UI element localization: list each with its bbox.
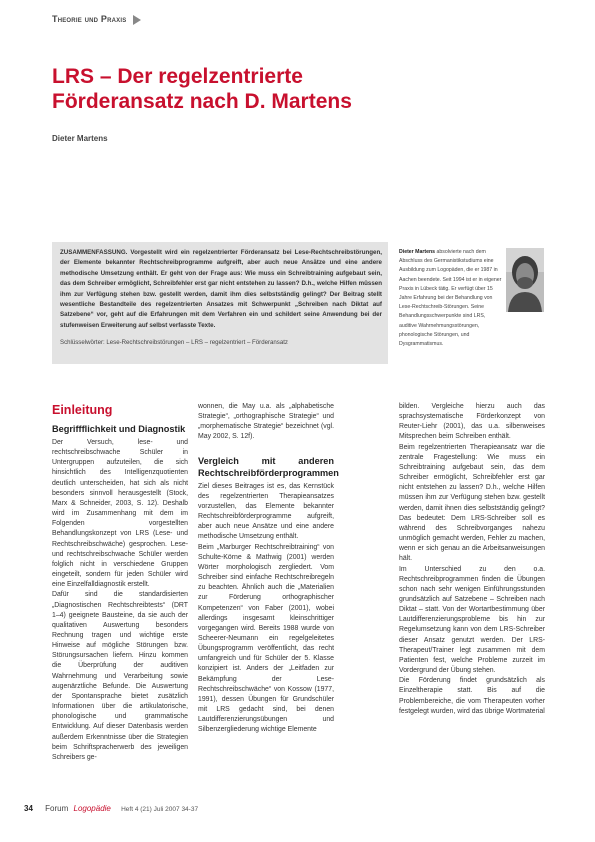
bio-author-name: Dieter Martens [399,249,436,255]
author-name: Dieter Martens [52,134,108,143]
subsection-heading: Begriffflichkeit und Diagnostik [52,424,186,434]
title-line-2: Förderansatz nach D. Martens [52,90,352,113]
paragraph: Beim regelzentrierten Therapieansatz war die zentrale Fragestellung: Wie muss ein Schreibtraining aufgebaut sein, das dem Schreiber ermöglicht, Schreibfehler erst gar nicht entstehen zu lassen? D.h., welche Hilfen müssen ihm zur Verfügung stehen bzw. gestellt werden, damit ihnen dies selbstständig gelingt? Das bedeutet: Dem LRS-Schreiber soll es während des Schreibvorganges nahezu unmöglich gemacht werden, Fehler zu machen, wenn er sich genau an die Arbeitsanweisungen hält. [399,443,545,563]
paragraph: Die Förderung findet grundsätzlich als Einzeltherapie statt. Bis auf die Problembereiche, die vom Therapeuten vorher festgelegt wurden, wird das übrige Wortmaterial [399,677,545,715]
journal-logo: Logopädie [73,804,111,813]
subsection-heading: Vergleich mit anderen Rechtschreibförderprogrammen [198,455,339,478]
section-label: Theorie und Praxis [52,14,127,24]
journal-forum: Forum [45,804,69,813]
text-column-2 [198,402,339,736]
section-header [52,14,141,25]
paragraph: Dafür sind die standardisierten „Diagnostischen Rechtschreibtests“ (DRT 1–4) geeignete Bausteine, da sie auch der qualitativen Auswertung besonders Rechnung tragen und wichtige erste Hinweise auf mögliche Störungen bzw. Störungsursachen liefern. Hinzu kommen die Überprüfung der auditiven Wahrnehmung und Verarbeitung sowie augenärztliche Befunde. Die Auswertung der Spontansprache bietet zusätzlich Informationen über die artikulatorische, phonologische und grammatische Entwicklung. Auf dieser Datenbasis werden außerdem Erkenntnisse über die Strategien beim Schriftspracherwerb des jeweiligen Schreibers ge- [52,591,188,761]
bio-text: absolvierte nach dem Abschluss des Germanistikstudiums eine Ausbildung zum Logopäden, die er 1987 in Aachen beendete. Seit 1994 ist er in eigener Praxis in Lübeck tätig. Er verfügt über 15 Jahre Erfahrung bei der Behandlung von Lese-Rechtschreib-Störungen. Seine Behandlungsschwerpunkte sind LRS, auditive Wahrnehmungsstörungen, phonologische Störungen, und Dysgrammatismus. [399,249,502,348]
paragraph: Der Versuch, lese- und rechtschreibschwache Schüler in Untergruppen aufzuteilen, die sich hinsichtlich des Intelligenzquotienten deutlich unterscheiden, hat sich als nicht besonders sinnvoll herausgestellt (Stock, Marx & Schneider, 2003, S. 12). Deshalb wird im Zusammenhang mit dem im Folgenden vorgestellten Behandlungskonzept von LRS (Lese- und Rechtschreibschwäche) gesprochen. Lese- und rechtschreibschwache Schüler werden folglich nicht in verschiedene Gruppen eingeteilt, sondern für jeden Schüler wird eine Einzelfalldiagnostik erstellt. [52,439,188,589]
abstract-text: ZUSAMMENFASSUNG. Vorgestellt wird ein regelzentrierter Förderansatz bei Lese-Rechtschreibstörungen, der Elemente bekannter Rechtschreibprogramme aufgreift, aber auch neue Ansätze und eine andere methodische Umsetzung enthält. Er geht von der Frage aus: Wie muss ein Schreibtraining aufgebaut sein, das dem Schreiber ermöglicht, Schreibfehler erst gar nicht entstehen zu lassen? D.h., welche Hilfen müssen ihm zur Verfügung stehen bzw. gestellt werden, damit ihm dies selbstständig gelingt? Der Beitrag stellt wesentliche Bestandteile des regelzentrierten Ansatzes mit Schwerpunkt „Schreiben nach Diktat auf Satzebene“ vor, geht auf die Erfahrungen mit dem Verfahren ein und schildert seine Anwendung bei der stufenweisen Erweiterung auf selbst verfasste Texte. [60,249,382,329]
text-column-1 [52,402,188,763]
paragraph: Beim „Marburger Rechtschreibtraining“ von Schulte-Körne & Mathwig (2001) werden Wörter morphologisch zergliedert. Vom Schreiber sind einfache Rechtschreibregeln zu beachten. Ähnlich auch die „Materialien zur Förderung orthographischer Kompetenzen“ von Faber (2001), wobei allerdings insgesamt kleinschrittiger vorgegangen wird. Bereits 1988 wurde von Scheerer-Neumann ein regelgeleitetes Übungsprogramm veröffentlicht, das recht umfangreich und für Schüler der 5. Klasse konzipiert ist. Anders der „Leitfaden zur Bekämpfung der Lese-Rechtschreibschwäche“ von Kossow (1977, 1991), dessen Übungen für Grundschüler mit LRS gedacht sind, bei denen Lautdifferenzierungsübungen und Silbenzergliederung wichtige Elemente [198,543,334,734]
triangle-arrow-icon [133,15,141,25]
page-number: 34 [24,804,33,813]
keywords-line: Schlüsselwörter: Lese-Rechtschreibstörungen – LRS – regelzentriert – Förderansatz [60,339,288,346]
paragraph: bilden. Vergleiche hierzu auch das sprachsystematische Förderkonzept von Reuter-Liehr (2001), das u.a. silbenweises Mitsprechen beim Schreiben enthält. [399,403,545,441]
text-column-3 [399,402,545,717]
article-title [52,64,352,114]
page-footer [24,804,584,813]
paragraph: wonnen, die May u.a. als „alphabetische Strategie“, „orthographische Strategie“ und „morphematische Strategie“ bezeichnet (vgl. May 2002, S. 12f). [198,403,334,441]
paragraph: Im Unterschied zu den o.a. Rechtschreibprogrammen finden die Übungen schon nach sehr wenigen Einführungsstunden grundsätzlich auf Satzebene – Schreiben nach Diktat – statt. Von der Wortartbestimmung über Lautdifferenzierungsprobleme bis hin zur Regelumsetzung kann von dem LRS-Schreiber dieser Ansatz genutzt werden. Der LRS-Therapeut/Trainer legt zusammen mit dem Patienten fest, welche Probleme zurzeit im Vordergrund der Übung stehen. [399,565,545,675]
issue-info: Heft 4 (21) Juli 2007 34-37 [121,806,199,813]
paragraph: Ziel dieses Beitrages ist es, das Kernstück des regelzentrierten Therapieansatzes vorzustellen, das Elemente bekannter Rechtschreibförderprogramme aufgreift, aber auch neue Ansätze und eine andere methodische Umsetzung enthält. [198,482,334,541]
section-heading: Einleitung [52,403,113,417]
author-bio [399,248,545,349]
title-line-1: LRS – Der regelzentrierte [52,65,303,88]
abstract-box [52,242,388,364]
